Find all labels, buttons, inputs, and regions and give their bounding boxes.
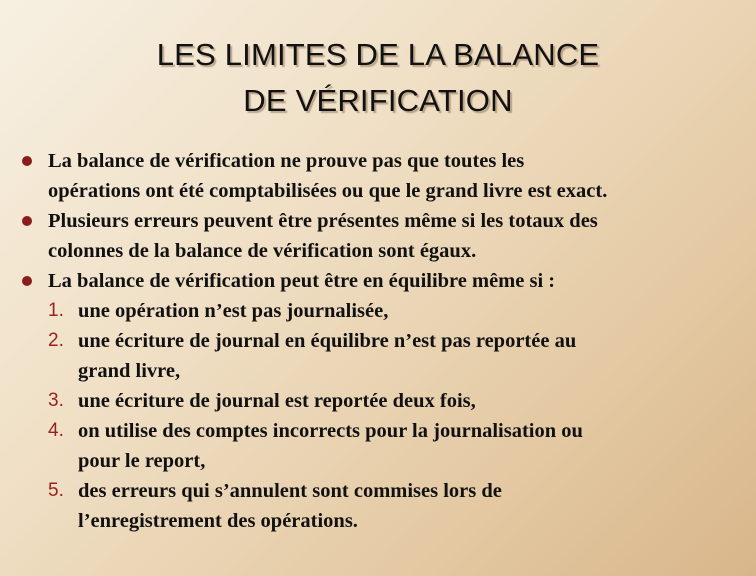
item-text: une écriture de journal en équilibre n’est pas reportée au [78, 330, 577, 352]
bullet-dot-icon [22, 216, 32, 226]
item-text: on utilise des comptes incorrects pour la journalisation ou [78, 420, 583, 442]
bullet-text: Plusieurs erreurs peuvent être présentes même si les totaux des [48, 210, 598, 232]
slide-title-line-2: DE VÉRIFICATION [243, 83, 513, 118]
item-number: 5. [48, 480, 64, 501]
numbered-item [48, 296, 748, 326]
slide-content [48, 146, 748, 536]
bullet-dot-icon [22, 276, 32, 286]
bullet-item [48, 206, 748, 266]
bullet-text: La balance de vérification ne prouve pas que toutes les [48, 150, 525, 172]
bullet-item [48, 266, 748, 536]
numbered-item [48, 476, 748, 536]
item-text: pour le report, [78, 450, 206, 472]
bullet-text: opérations ont été comptabilisées ou que le grand livre est exact. [48, 180, 608, 202]
item-text: l’enregistrement des opérations. [78, 510, 358, 532]
item-number: 1. [48, 300, 64, 321]
bullet-text: La balance de vérification peut être en équilibre même si : [48, 270, 556, 292]
slide-title [0, 32, 756, 124]
item-text: grand livre, [78, 360, 181, 382]
bullet-text: colonnes de la balance de vérification sont égaux. [48, 240, 477, 262]
numbered-item [48, 416, 748, 476]
item-number: 2. [48, 330, 64, 351]
numbered-item [48, 326, 748, 386]
bullet-item [48, 146, 748, 206]
numbered-list [48, 296, 748, 536]
item-number: 3. [48, 390, 64, 411]
item-text: des erreurs qui s’annulent sont commises lors de [78, 480, 502, 502]
item-text: une écriture de journal est reportée deux fois, [78, 390, 476, 412]
item-number: 4. [48, 420, 64, 441]
item-text: une opération n’est pas journalisée, [78, 300, 389, 322]
slide-title-line-1: LES LIMITES DE LA BALANCE [156, 37, 600, 72]
bullet-dot-icon [22, 156, 32, 166]
numbered-item [48, 386, 748, 416]
